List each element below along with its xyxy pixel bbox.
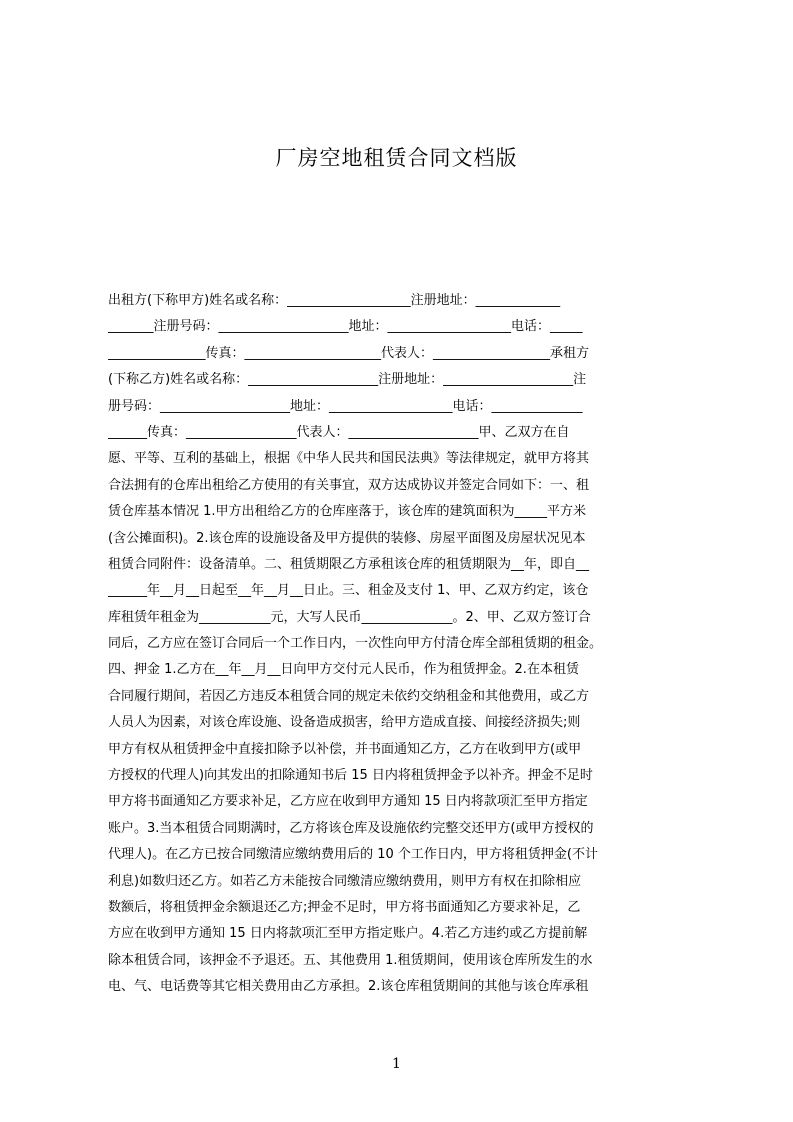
body-line: 人员人为因素，对该仓库设施、设备造成损害，给甲方造成直接、间接经济损失;则 (108, 715, 581, 731)
body-line: 册号码：____________________地址：___________________电话：______________ (108, 398, 583, 414)
body-line: 同后，乙方应在签订合同后一个工作日内，一次性向甲方付清仓库全部租赁期的租金。 (108, 636, 603, 652)
body-line: 愿、平等、互利的基础上，根据《中华人民共和国民法典》等法律规定，就甲方将其 (108, 451, 590, 467)
body-line: 账户。3.当本租赁合同期满时，乙方将该仓库及设施依约完整交还甲方(或甲方授权的 (108, 820, 594, 836)
document-title: 厂房空地租赁合同文档版 (275, 146, 518, 170)
body-line: 电、气、电话费等其它相关费用由乙方承担。2.该仓库租赁期间的其他与该仓库承租 (108, 979, 589, 995)
body-line: 四、押金 1.乙方在__年__月__日向甲方交付元人民币，作为租赁押金。2.在本租赁 (108, 662, 579, 678)
body-line: (含公摊面积)。2.该仓库的设施设备及甲方提供的装修、房屋平面图及房屋状况见本 (108, 530, 586, 546)
body-line: 出租方(下称甲方)姓名或名称：___________________注册地址：_____________ (108, 293, 561, 308)
body-line: 赁仓库基本情况 1.甲方出租给乙方的仓库座落于，该仓库的建筑面积为_____平方米 (108, 504, 587, 520)
body-line: 库租赁年租金为___________元，大写人民币______________。2、甲、乙双方签订合 (108, 609, 591, 625)
body-line: 数额后，将租赁押金余额退还乙方;押金不足时，甲方将书面通知乙方要求补足，乙 (108, 899, 581, 915)
body-line: 代理人)。在乙方已按合同缴清应缴纳费用后的 10 个工作日内，甲方将租赁押金(不计 (108, 847, 598, 863)
contract-body (108, 288, 701, 1048)
body-line: 利息)如数归还乙方。如若乙方未能按合同缴清应缴纳费用，则甲方有权在扣除相应 (108, 873, 582, 889)
body-line: (下称乙方)姓名或名称：____________________注册地址：____________________注 (108, 372, 587, 388)
body-line: 方应在收到甲方通知 15 日内将款项汇至甲方指定账户。4.若乙方违约或乙方提前解 (108, 926, 588, 942)
body-line: _______________传真：_____________________代表人：__________________承租方 (108, 345, 590, 361)
body-line: _______注册号码：____________________地址：___________________电话：_____ (108, 319, 583, 335)
body-line: 方授权的代理人)向其发出的扣除通知书后 15 日内将租赁押金予以补齐。押金不足时 (108, 768, 593, 784)
body-line: 合同履行期间，若因乙方违反本租赁合同的规定未依约交纳租金和其他费用，或乙方 (108, 688, 590, 704)
body-line: ______传真：_________________代表人：____________________甲、乙双方在自 (108, 424, 570, 440)
body-line: 甲方有权从租赁押金中直接扣除予以补偿，并书面通知乙方，乙方在收到甲方(或甲 (108, 741, 582, 757)
page-number: 1 (392, 1056, 401, 1072)
body-line: 除本租赁合同，该押金不予退还。五、其他费用 1.租赁期间，使用该仓库所发生的水 (108, 952, 593, 968)
body-line: 租赁合同附件：设备清单。二、租赁期限乙方承租该仓库的租赁期限为__年，即自__ (108, 556, 590, 572)
body-line: ______年__月__日起至__年__月__日止。三、租金及支付 1、甲、乙双方约定，该仓 (108, 583, 589, 599)
body-line: 合法拥有的仓库出租给乙方使用的有关事宜，双方达成协议并签定合同如下：一、租 (108, 477, 590, 493)
body-line: 甲方将书面通知乙方要求补足，乙方应在收到甲方通知 15 日内将款项汇至甲方指定 (108, 794, 588, 810)
